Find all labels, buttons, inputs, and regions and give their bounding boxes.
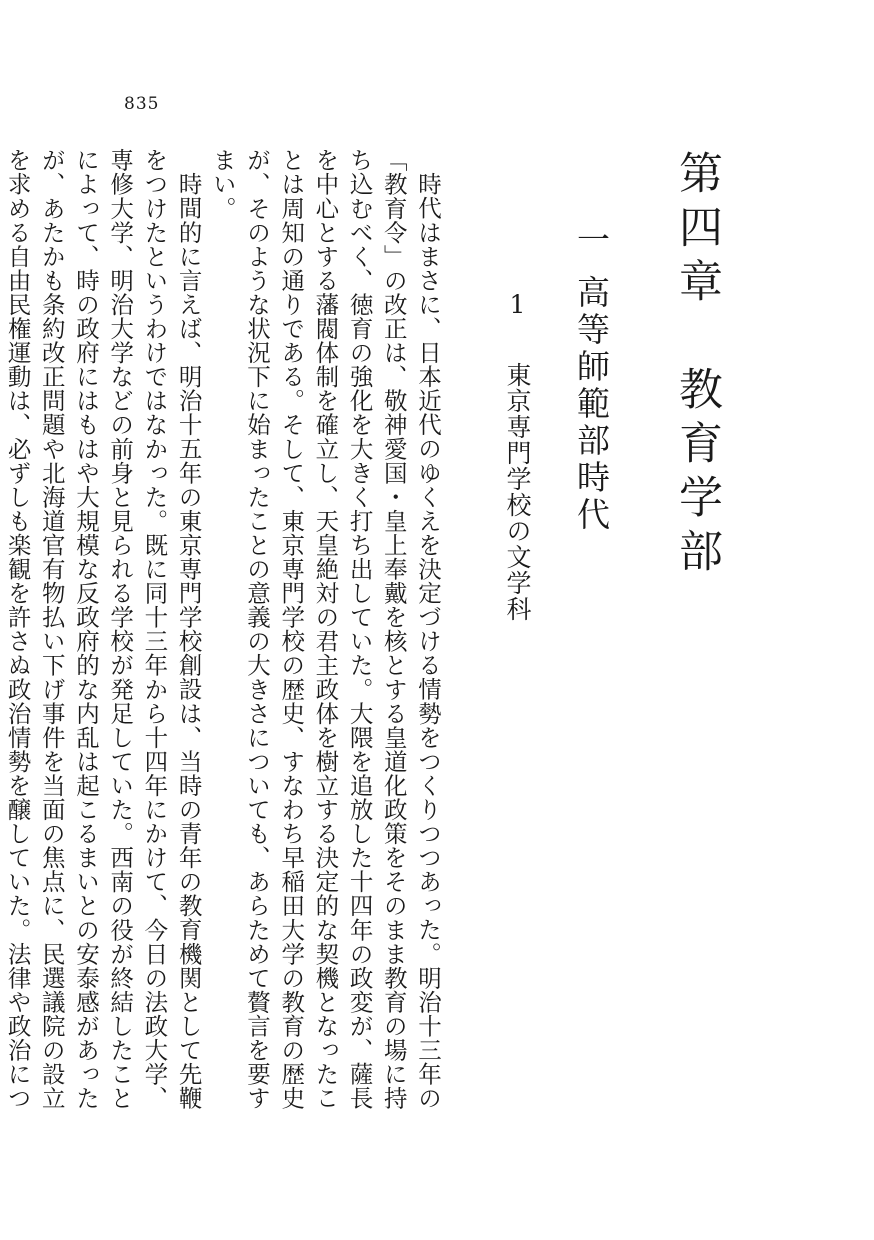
section-title: 高等師範部時代 bbox=[572, 275, 611, 534]
subsection-title: 東京専門学校の文学科 bbox=[503, 362, 532, 622]
chapter-title: 第四章 教育学部 bbox=[671, 150, 722, 582]
subsection-number: 1 bbox=[503, 290, 532, 320]
paragraph: 時代はまさに、日本近代のゆくえを決定づける情勢をつくりつつあった。明治十三年の「教育令」の改正は、敬神愛国・皇上奉戴を核とする皇道化政策をそのまま教育の場に持ち込むべく、徳育の強化を大きく打ち出していた。大隈を追放した十四年の政変が、薩長を中心とする藩閥体制を確立し、天皇絶対の君主政体を樹立する決定的な契機となったことは周知の通りである。そして、東京専門学校の歴史、すなわち早稲田大学の教育の歴史が、そのような状況下に始まったことの意義の大きさについても、あらためて贅言を要すまい。 bbox=[208, 148, 442, 1110]
paragraph: 時間的に言えば、明治十五年の東京専門学校創設は、当時の青年の教育機関として先鞭をつけたというわけではなかった。既に同十三年から十四年にかけて、今日の法政大学、専修大学、明治大学などの前身と見られる学校が発足していた。西南の役が終結したことによって、時の政府にはもはや大規模な反政府的な内乱は起こるまいとの安泰感があったが、あたかも条約改正問題や北海道官有物払い下げ事件を当面の焦点に、民選議院の設立を求める自由民権運動は、必ずしも楽観を許さぬ政治情勢を醸していた。法律や政治につ bbox=[3, 148, 203, 1110]
page-number: 835 bbox=[124, 94, 160, 114]
section-number: 一 bbox=[572, 222, 611, 275]
section-heading bbox=[570, 222, 612, 534]
body-text bbox=[3, 148, 445, 1123]
subsection-heading bbox=[500, 290, 534, 622]
